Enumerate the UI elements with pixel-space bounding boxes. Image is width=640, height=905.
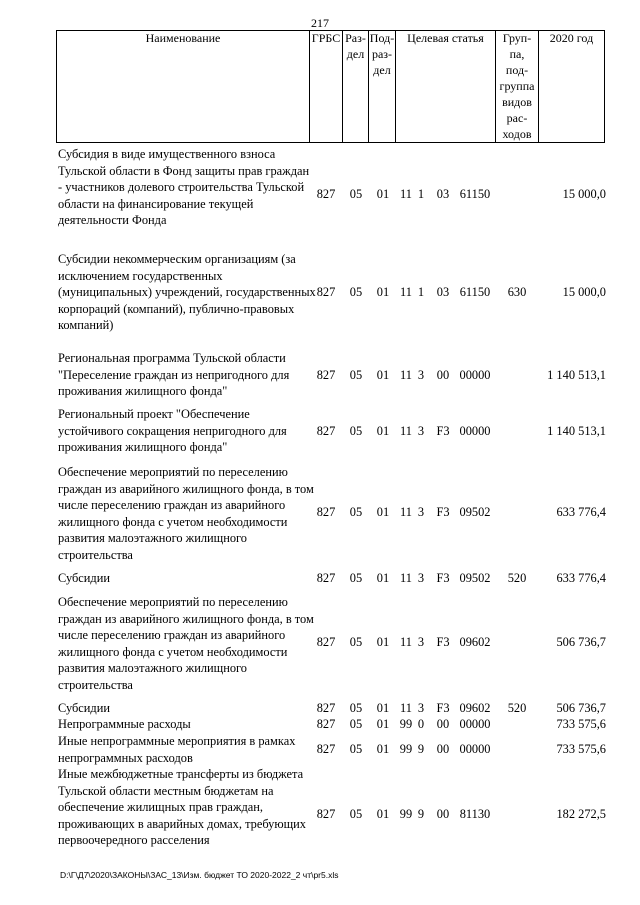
- row-target-program: 99: [399, 717, 413, 731]
- row-sum: 733 575,6: [556, 717, 606, 731]
- row-target-main: 00: [436, 742, 450, 756]
- row-sum: 15 000,0: [562, 285, 606, 299]
- row-grbs: 827: [316, 571, 336, 585]
- row-podrazdel: 01: [376, 635, 390, 649]
- row-name: Иные непрограммные мероприятия в рамках непрограммных расходов: [58, 734, 296, 765]
- row-name: Обеспечение мероприятий по переселению граждан из аварийного жилищного фонда, в том числе переселению граждан из аварийного жилищного фонда с учетом необходимости развития малоэтажного жилищного строительства: [58, 465, 314, 562]
- header-group-line: па,: [509, 47, 525, 61]
- row-vid: 630: [507, 285, 527, 299]
- header-group-line: группа: [499, 79, 535, 93]
- header-target: [396, 30, 496, 142]
- row-target-subprogram: 3: [417, 424, 425, 438]
- row-target-main: 00: [436, 717, 450, 731]
- page-number: 217: [311, 16, 329, 30]
- row-target-subprogram: 3: [417, 571, 425, 585]
- row-podrazdel: 01: [376, 187, 390, 201]
- header-group-line: под-: [505, 63, 529, 77]
- row-name: Субсидии некоммерческим организациям (за исключением государственных (муниципальных) учреждений, государственных корпораций (компаний), публично-правовых компаний): [58, 252, 316, 332]
- row-grbs: 827: [316, 368, 336, 382]
- row-vid: 520: [507, 701, 527, 715]
- row-target-subprogram: 3: [417, 701, 425, 715]
- row-podrazdel: 01: [376, 717, 390, 731]
- header-podrazdel-line: Под-: [369, 31, 395, 45]
- row-razdel: 05: [349, 424, 363, 438]
- row-target-subprogram: 9: [417, 742, 425, 756]
- row-target-direction: 09502: [459, 571, 491, 585]
- row-target-main: 00: [436, 368, 450, 382]
- row-grbs: 827: [316, 505, 336, 519]
- row-target-program: 11: [400, 571, 412, 585]
- row-target-direction: 00000: [459, 742, 491, 756]
- row-grbs: 827: [316, 424, 336, 438]
- row-podrazdel: 01: [376, 368, 390, 382]
- row-target-direction: 61150: [459, 187, 491, 201]
- row-sum: 15 000,0: [562, 187, 606, 201]
- row-target-main: F3: [436, 571, 450, 585]
- row-razdel: 05: [349, 701, 363, 715]
- row-target-subprogram: 3: [417, 635, 425, 649]
- row-sum: 733 575,6: [556, 742, 606, 756]
- row-name: Субсидии: [58, 571, 110, 585]
- header-grbs: [310, 30, 343, 142]
- row-target-direction: 09602: [459, 635, 491, 649]
- row-target-program: 11: [400, 285, 412, 299]
- row-razdel: 05: [349, 717, 363, 731]
- row-target-main: F3: [436, 505, 450, 519]
- header-group-line: ходов: [502, 127, 532, 141]
- header-year-label: 2020 год: [549, 31, 594, 45]
- row-sum: 506 736,7: [556, 635, 606, 649]
- row-target-main: F3: [436, 635, 450, 649]
- row-target-direction: 09502: [459, 505, 491, 519]
- row-podrazdel: 01: [376, 285, 390, 299]
- row-target-program: 11: [400, 187, 412, 201]
- row-target-subprogram: 3: [417, 368, 425, 382]
- row-grbs: 827: [316, 285, 336, 299]
- row-grbs: 827: [316, 717, 336, 731]
- row-grbs: 827: [316, 187, 336, 201]
- row-sum: 506 736,7: [556, 701, 606, 715]
- header-bottom-border: [56, 142, 605, 143]
- row-podrazdel: 01: [376, 807, 390, 821]
- header-group-line: Груп-: [502, 31, 532, 45]
- row-name: Иные межбюджетные трансферты из бюджета Тульской области местным бюджетам на обеспечение жилищных прав граждан, проживающих в аварийных домах, требующих первоочередного расселения: [58, 767, 306, 847]
- row-sum: 1 140 513,1: [547, 424, 606, 438]
- header-podrazdel: [369, 30, 396, 142]
- row-vid: 520: [507, 571, 527, 585]
- row-target-program: 11: [400, 505, 412, 519]
- row-razdel: 05: [349, 635, 363, 649]
- row-target-program: 99: [399, 742, 413, 756]
- row-grbs: 827: [316, 807, 336, 821]
- row-target-subprogram: 9: [417, 807, 425, 821]
- row-target-subprogram: 1: [417, 285, 425, 299]
- row-podrazdel: 01: [376, 701, 390, 715]
- row-podrazdel: 01: [376, 571, 390, 585]
- row-razdel: 05: [349, 505, 363, 519]
- row-target-direction: 81130: [459, 807, 491, 821]
- row-name: Субсидии: [58, 701, 110, 715]
- header-grbs-label: ГРБС: [311, 31, 341, 45]
- row-target-program: 99: [399, 807, 413, 821]
- row-target-subprogram: 0: [417, 717, 425, 731]
- row-name: Региональный проект "Обеспечение устойчивого сокращения непригодного для проживания жилищного фонда": [58, 407, 287, 454]
- header-group-line: видов: [502, 95, 532, 109]
- row-name: Обеспечение мероприятий по переселению граждан из аварийного жилищного фонда, в том числе переселению граждан из аварийного жилищного фонда с учетом необходимости развития малоэтажного жилищного строительства: [58, 595, 314, 692]
- header-target-label: Целевая статья: [407, 31, 484, 45]
- row-target-main: 00: [436, 807, 450, 821]
- row-target-main: F3: [436, 424, 450, 438]
- row-razdel: 05: [349, 187, 363, 201]
- row-podrazdel: 01: [376, 742, 390, 756]
- row-podrazdel: 01: [376, 424, 390, 438]
- row-grbs: 827: [316, 701, 336, 715]
- header-year: [539, 30, 605, 142]
- header-name: [56, 30, 310, 142]
- row-grbs: 827: [316, 635, 336, 649]
- row-target-direction: 61150: [459, 285, 491, 299]
- header-podrazdel-line: раз-: [371, 47, 393, 61]
- row-target-program: 11: [400, 701, 412, 715]
- row-name: Субсидия в виде имущественного взноса Тульской области в Фонд защиты прав граждан - участников долевого строительства Тульской области на финансирование текущей деятельности Фонда: [58, 147, 310, 227]
- header-top-border: [56, 30, 605, 31]
- row-target-subprogram: 1: [417, 187, 425, 201]
- row-target-main: 03: [436, 285, 450, 299]
- row-razdel: 05: [349, 285, 363, 299]
- row-target-main: F3: [436, 701, 450, 715]
- row-podrazdel: 01: [376, 505, 390, 519]
- row-sum: 182 272,5: [556, 807, 606, 821]
- row-target-direction: 09602: [459, 701, 491, 715]
- row-sum: 1 140 513,1: [547, 368, 606, 382]
- row-razdel: 05: [349, 742, 363, 756]
- row-razdel: 05: [349, 368, 363, 382]
- row-target-subprogram: 3: [417, 505, 425, 519]
- header-razdel-line: дел: [346, 47, 365, 61]
- row-razdel: 05: [349, 807, 363, 821]
- header-group: [496, 30, 539, 142]
- header-name-label: Наименование: [145, 31, 221, 45]
- row-grbs: 827: [316, 742, 336, 756]
- header-podrazdel-line: дел: [373, 63, 391, 77]
- row-target-direction: 00000: [459, 424, 491, 438]
- row-target-direction: 00000: [459, 368, 491, 382]
- row-target-program: 11: [400, 424, 412, 438]
- row-target-program: 11: [400, 368, 412, 382]
- row-name: Региональная программа Тульской области "Переселение граждан из непригодного для проживания жилищного фонда": [58, 351, 290, 398]
- header-group-line: рас-: [506, 111, 528, 125]
- row-target-direction: 00000: [459, 717, 491, 731]
- row-name: Непрограммные расходы: [58, 717, 191, 731]
- row-target-main: 03: [436, 187, 450, 201]
- row-razdel: 05: [349, 571, 363, 585]
- row-sum: 633 776,4: [556, 571, 606, 585]
- header-razdel-line: Раз-: [345, 31, 366, 45]
- row-target-program: 11: [400, 635, 412, 649]
- footer-file-path: D:\Г\Д7\2020\ЗАКОНЫ\ЗАС_13\Изм. бюджет ТО 2020-2022_2 чт\pr5.xls: [60, 870, 339, 880]
- header-razdel: [343, 30, 369, 142]
- row-sum: 633 776,4: [556, 505, 606, 519]
